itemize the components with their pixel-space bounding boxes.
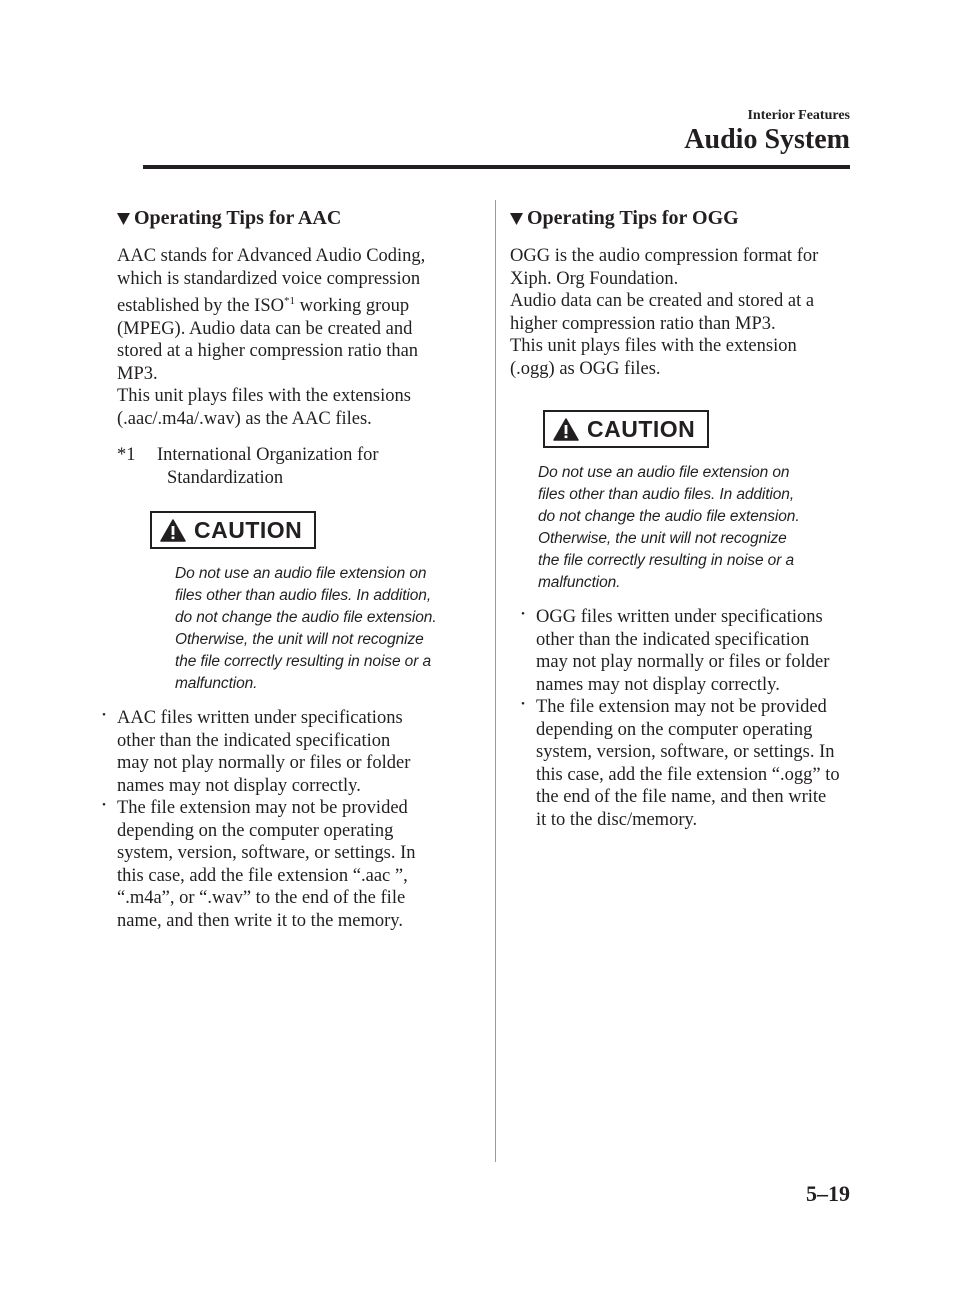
caution-box: CAUTION (150, 511, 316, 549)
left-column (97, 205, 452, 932)
triangle-down-icon (510, 212, 523, 225)
page-title: Audio System (684, 124, 850, 155)
caution-text: Do not use an audio file extension on files other than audio files. In addition, do not change the audio file extension. Otherwise, the unit will not recognize the file correctly resulting in noise or a malfunction. (538, 464, 800, 591)
ogg-description: OGG is the audio compression format for Xiph. Org Foundation. Audio data can be created and stored at a higher compression ratio than MP3. This unit plays files with the extension (.ogg) as OGG files. (510, 246, 819, 379)
aac-description: AAC stands for Advanced Audio Coding, which is standardized voice compression established by the ISO$^{*1}$ working group (MPEG). Audio data can be created and stored at a higher compression ratio than MP3. This unit plays files with the extensions (.aac/.m4a/.wav) as the AAC files. (117, 246, 426, 429)
aac-heading: Operating Tips for AAC (117, 205, 452, 231)
list-item: ・ AAC files written under specifications other than the indicated specification may not play normally or files or folder names may not display correctly. (97, 708, 411, 796)
footnote-superscript: *1 (284, 295, 295, 307)
right-column (510, 205, 845, 831)
triangle-down-icon (117, 212, 130, 225)
page-number: 5–19 (806, 1181, 850, 1206)
list-item: ・ OGG files written under specifications other than the indicated specification may not play normally or files or folder names may not display correctly. (516, 607, 830, 695)
list-item: ・ The file extension may not be provided depending on the computer operating system, version, software, or settings. In this case, add the file extension “.ogg” to the end of the file name, and then write it to the disc/memory. (516, 697, 840, 830)
header-divider (143, 165, 850, 169)
ogg-notes (494, 606, 845, 831)
warning-icon (160, 519, 186, 542)
aac-notes (75, 707, 452, 932)
footnote: *1 International Organization for Standardization (117, 445, 379, 488)
caution-text: Do not use an audio file extension on files other than audio files. In addition, do not change the audio file extension. Otherwise, the unit will not recognize the file correctly resulting in noise or a malfunction. (175, 565, 437, 693)
ogg-heading: Operating Tips for OGG (510, 205, 845, 231)
section-label: Interior Features (747, 108, 850, 123)
caution-box: CAUTION (543, 410, 709, 448)
list-item: ・ The file extension may not be provided depending on the computer operating system, version, software, or settings. In this case, add the file extension “.aac ”, “.m4a”, or “.wav” to the end of the file name, and then write it to the memory. (97, 798, 416, 931)
warning-icon (553, 418, 579, 441)
